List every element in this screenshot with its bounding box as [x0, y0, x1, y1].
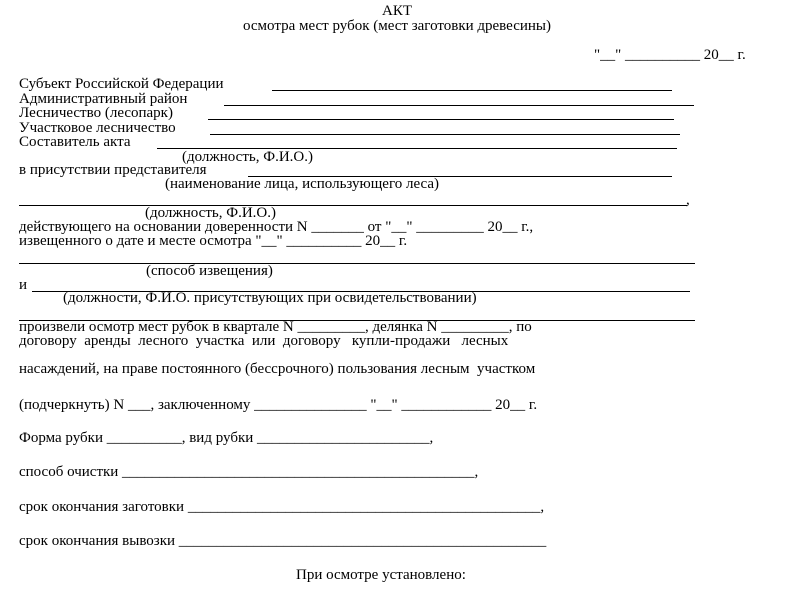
district-forestry-label: Участковое лесничество: [19, 120, 176, 136]
admin-district-label: Административный район: [19, 91, 188, 107]
compiler-hint: (должность, Ф.И.О.): [182, 149, 313, 165]
inspected-line: произвели осмотр мест рубок в квартале N _________, делянка N _________, по: [19, 319, 532, 335]
act-subtitle: осмотра мест рубок (мест заготовки древесины): [243, 18, 551, 34]
present-hint: (должности, Ф.И.О. присутствующих при освидетельствовании): [63, 290, 477, 306]
district-forestry-line: [210, 134, 680, 135]
subject-rf-line: [272, 90, 672, 91]
plantations-line: насаждений, на праве постоянного (бессрочного) пользования лесным участком: [19, 361, 536, 377]
forestry-label: Лесничество (лесопарк): [19, 105, 173, 121]
harvest-end-line: срок окончания заготовки _______________________________________________,: [19, 499, 545, 515]
acting-line: действующего на основании доверенности N _______ от "__" _________ 20__ г.,: [19, 219, 534, 235]
compiler-label: Составитель акта: [19, 134, 131, 150]
notice-line: [19, 263, 695, 264]
established-heading: При осмотре установлено:: [296, 567, 466, 583]
representative-comma: ,: [686, 192, 690, 208]
removal-end-line: срок окончания вывозки _________________________________________________: [19, 533, 547, 549]
representative-line: [19, 205, 687, 206]
underline-line: (подчеркнуть) N ___, заключенному _______________ "__" ____________ 20__ г.: [19, 397, 538, 413]
subject-rf-label: Субъект Российской Федерации: [19, 76, 224, 92]
presence-label: в присутствии представителя: [19, 162, 207, 178]
act-date: "__" __________ 20__ г.: [594, 47, 746, 63]
representative-hint: (должность, Ф.И.О.): [145, 205, 276, 221]
admin-district-line: [224, 105, 694, 106]
notified-line: извещенного о дате и месте осмотра "__" __________ 20__ г.: [19, 233, 408, 249]
presence-hint: (наименование лица, использующего леса): [165, 176, 439, 192]
notice-hint: (способ извещения): [146, 263, 273, 279]
contract-line: договору аренды лесного участка или договору купли-продажи лесных: [19, 333, 509, 349]
cleaning-line: способ очистки _______________________________________________,: [19, 464, 479, 480]
felling-form-line: Форма рубки __________, вид рубки _______________________,: [19, 430, 434, 446]
forestry-line: [208, 119, 674, 120]
and-label: и: [19, 277, 28, 293]
act-title: АКТ: [382, 3, 412, 19]
